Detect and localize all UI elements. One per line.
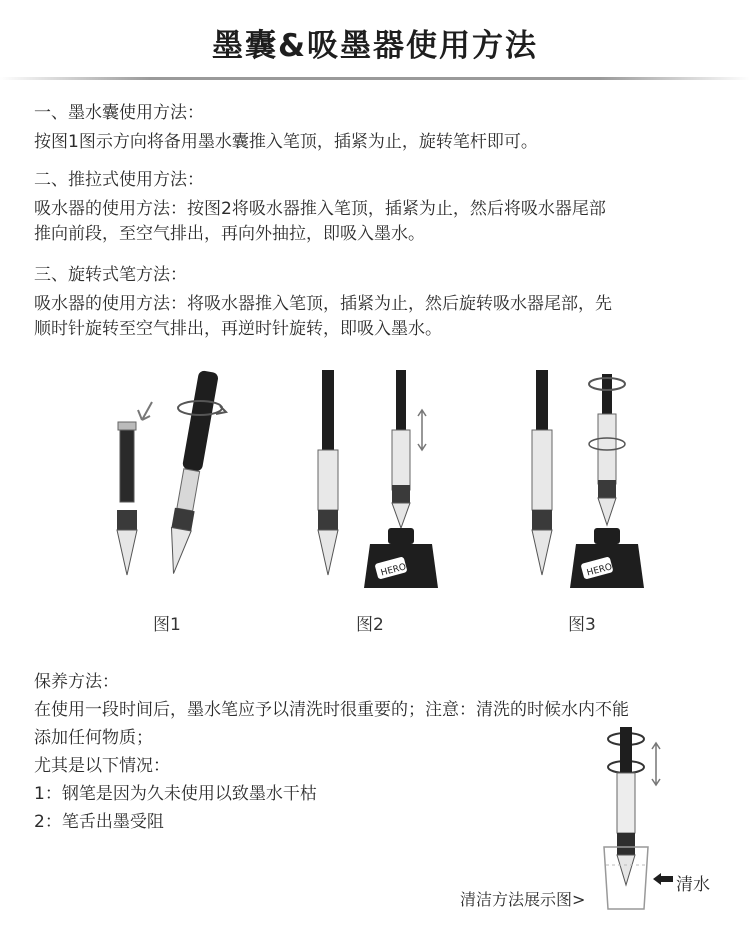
page-title: 墨囊&吸墨器使用方法 [211,28,539,64]
arrow-left-icon [651,872,675,886]
care-line: 添加任何物质； [34,728,153,748]
illustrations [0,360,750,640]
figure-1-label: 图1 [153,615,181,635]
water-label: 清水 [676,875,710,895]
figure-2-label: 图2 [356,615,384,635]
section-line: 按图1图示方向将备用墨水囊推入笔顶，插紧为止，旋转笔杆即可。 [34,132,538,152]
care-heading: 保养方法： [34,672,119,692]
cleaning-caption: 清洁方法展示图> [460,890,586,909]
bottle-brand-label: HERO [379,562,408,579]
section-line: 吸水器的使用方法：将吸水器推入笔顶，插紧为止，然后旋转吸水器尾部，先 [34,294,612,314]
care-line: 2：笔舌出墨受阻 [34,812,164,832]
figure-1-illustration [100,360,240,600]
section-heading: 二、推拉式使用方法： [34,170,204,190]
section-rotary [34,263,724,342]
bottle-brand-label: HERO [585,562,614,579]
figure-3-illustration [510,360,670,600]
figure-2-illustration [300,360,460,600]
title-divider [0,77,750,80]
section-line: 吸水器的使用方法：按图2将吸水器推入笔顶，插紧为止，然后将吸水器尾部 [34,199,606,219]
section-line: 顺时针旋转至空气排出，再逆时针旋转，即吸入墨水。 [34,319,442,339]
care-line: 尤其是以下情况： [34,756,170,776]
section-heading: 一、墨水囊使用方法： [34,103,204,123]
section-push-pull [34,168,724,247]
figure-3-label: 图3 [568,615,596,635]
section-heading: 三、旋转式笔方法： [34,265,187,285]
section-cartridge [34,101,724,155]
section-line: 推向前段，至空气排出，再向外抽拉，即吸入墨水。 [34,224,425,244]
care-line: 在使用一段时间后，墨水笔应予以清洗时很重要的；注意：清洗的时候水内不能 [34,700,629,720]
care-line: 1：钢笔是因为久未使用以致墨水干枯 [34,784,317,804]
cleaning-illustration [590,725,730,925]
